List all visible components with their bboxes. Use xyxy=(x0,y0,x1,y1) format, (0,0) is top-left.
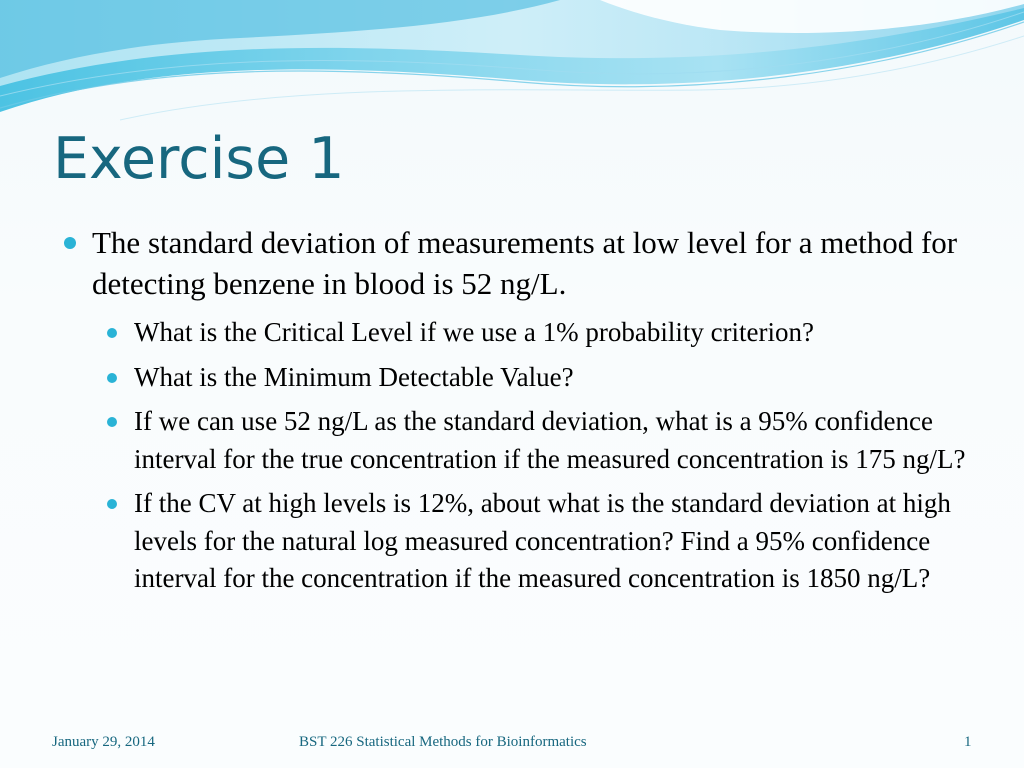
sub-bullet-item xyxy=(102,485,980,598)
main-bullet xyxy=(60,222,980,304)
main-bullet-text: The standard deviation of measurements at low level for a method for detecting benzene in blood is 52 ng/L. xyxy=(92,225,958,301)
decorative-waves xyxy=(0,0,1024,130)
footer-date: January 29, 2014 xyxy=(52,734,155,750)
sub-bullet-item xyxy=(102,403,980,478)
bullet-dot-icon xyxy=(107,328,117,338)
sub-bullet-text: If the CV at high levels is 12%, about what is the standard deviation at high levels for the natural log measured concentration? Find a 95% confidence interval for the concentration if the measured concentration is 1850 ng/L? xyxy=(134,488,951,593)
slide-body xyxy=(60,222,980,605)
sub-bullet-text: If we can use 52 ng/L as the standard deviation, what is a 95% confidence interval for the true concentration if the measured concentration is 175 ng/L? xyxy=(134,406,966,474)
sub-bullet-text: What is the Minimum Detectable Value? xyxy=(134,361,574,392)
bullet-dot-icon xyxy=(107,417,117,427)
footer-page-number: 1 xyxy=(964,734,972,750)
bullet-dot-icon xyxy=(107,373,117,383)
bullet-dot-icon xyxy=(64,237,76,249)
sub-bullet-list xyxy=(60,314,980,598)
sub-bullet-text: What is the Critical Level if we use a 1% probability criterion? xyxy=(134,317,815,347)
bullet-dot-icon xyxy=(107,499,117,509)
sub-bullet-item xyxy=(102,314,980,352)
sub-bullet-item xyxy=(102,359,980,397)
footer-course: BST 226 Statistical Methods for Bioinformatics xyxy=(299,734,587,750)
slide-title: Exercise 1 xyxy=(53,126,345,192)
